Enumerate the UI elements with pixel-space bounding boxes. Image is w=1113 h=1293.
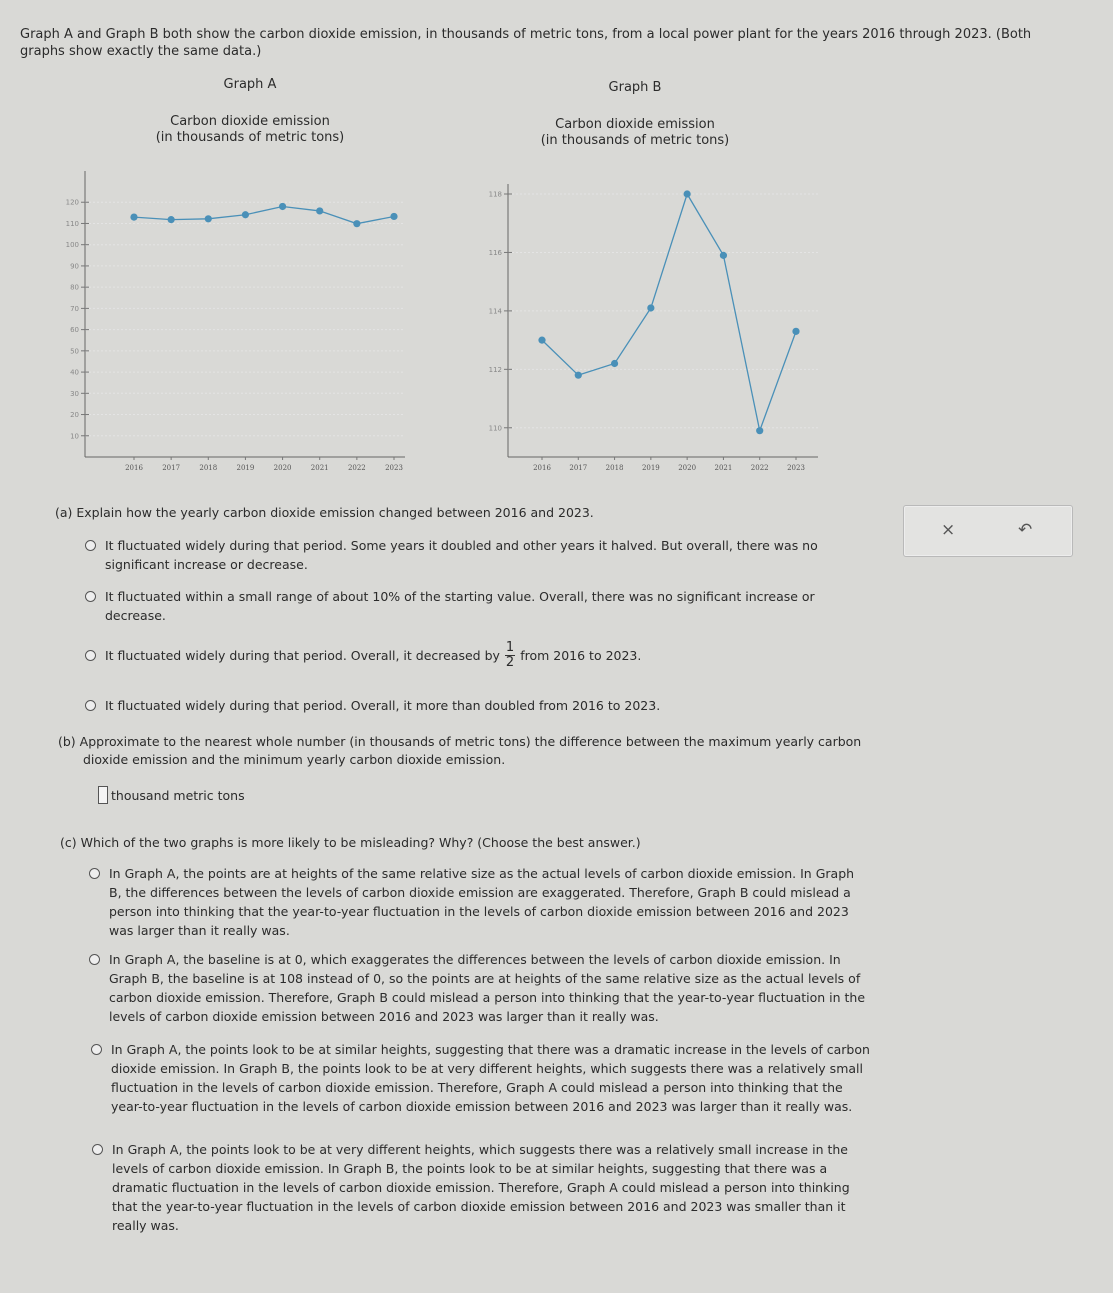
option-text: It fluctuated widely during that period. Overall, it more than doubled from 2016 to 2023. (105, 698, 661, 713)
data-point (279, 203, 286, 210)
x-tick-label: 2018 (199, 464, 218, 472)
y-tick-label: 30 (70, 389, 79, 398)
option-text: In Graph A, the baseline is at 0, which exaggerates the differences between the levels of carbon dioxide emission. In Graph B, the baseline is at 108 instead of 0, so the points are at heights of the same relative size as the actual levels of carbon dioxide emission. Therefore, Graph B could mislead a person into thinking that the year-to-year fluctuation in the levels of carbon dioxide emission between 2016 and 2023 was larger than it really was. (109, 952, 866, 1024)
data-point (205, 215, 212, 222)
series-line (542, 194, 796, 431)
y-tick-label: 60 (70, 326, 79, 335)
undo-icon[interactable]: ↶ (1018, 520, 1033, 540)
radio-button[interactable] (85, 591, 96, 602)
y-tick-label: 10 (70, 432, 79, 441)
x-tick-label: 2023 (385, 464, 403, 472)
x-tick-label: 2021 (714, 464, 733, 472)
y-tick-label: 114 (488, 307, 502, 316)
part-b-question: (b) Approximate to the nearest whole number (in thousands of metric tons) the difference between the maximum yearly carbon dioxide emission and the minimum yearly carbon dioxide emission. (58, 734, 862, 767)
data-point (353, 220, 360, 227)
part-a-option-3[interactable] (85, 641, 865, 670)
x-tick-label: 2019 (236, 464, 255, 472)
intro-text: Graph A and Graph B both show the carbon dioxide emission, in thousands of metric tons, from a local power plant for the years 2016 through 2023. (Both graphs show exactly the same data.) (20, 27, 1032, 59)
data-point (130, 213, 137, 220)
radio-button[interactable] (85, 700, 96, 711)
part-c-option-2[interactable] (89, 950, 874, 1026)
x-tick-label: 2019 (641, 464, 660, 472)
part-c-option-1[interactable] (89, 864, 864, 940)
data-point (575, 372, 582, 379)
option-text: It fluctuated widely during that period. Overall, it decreased by (105, 648, 500, 663)
graph-b-title (505, 117, 765, 149)
fraction (505, 641, 515, 670)
y-tick-label: 100 (65, 241, 79, 250)
radio-button[interactable] (89, 868, 100, 879)
data-point (756, 427, 763, 434)
data-point (538, 337, 545, 344)
graph-b-title-line1: Carbon dioxide emission (555, 117, 715, 132)
data-point (168, 216, 175, 223)
graph-a-title-line1: Carbon dioxide emission (170, 114, 330, 129)
x-tick-label: 2016 (125, 464, 143, 472)
clear-icon[interactable]: × (941, 520, 956, 540)
option-text: It fluctuated within a small range of about 10% of the starting value. Overall, there was no significant increase or decrease. (105, 589, 815, 623)
graph-a-title (120, 114, 380, 146)
x-tick-label: 2016 (533, 464, 551, 472)
x-tick-label: 2020 (273, 464, 292, 472)
x-tick-label: 2022 (347, 464, 366, 472)
data-point (647, 304, 654, 311)
x-tick-label: 2022 (750, 464, 769, 472)
graph-a-chart (65, 160, 420, 480)
data-point (242, 211, 249, 218)
part-c-question: (c) Which of the two graphs is more likely to be misleading? Why? (Choose the best answer.) (60, 835, 641, 850)
data-point (684, 190, 691, 197)
option-text: In Graph A, the points look to be at very different heights, which suggests there was a relatively small increase in the levels of carbon dioxide emission. In Graph B, the points look to be at similar heights, suggesting that there was a dramatic fluctuation in the levels of carbon dioxide emission. Therefore, Graph A could mislead a person into thinking that the year-to-year fluctuation in the levels of carbon dioxide emission between 2016 and 2023 was smaller than it really was. (112, 1142, 850, 1233)
option-text: In Graph A, the points are at heights of the same relative size as the actual levels of carbon dioxide emission. In Graph B, the differences between the levels of carbon dioxide emission are exaggerated. Therefore, Graph B could mislead a person into thinking that the year-to-year fluctuation in the levels of carbon dioxide emission between 2016 and 2023 was larger than it really was. (109, 866, 855, 938)
data-point (611, 360, 618, 367)
y-tick-label: 50 (70, 347, 79, 356)
radio-button[interactable] (85, 540, 96, 551)
radio-button[interactable] (92, 1144, 103, 1155)
x-tick-label: 2023 (787, 464, 805, 472)
y-tick-label: 40 (70, 368, 79, 377)
graph-b-label: Graph B (608, 80, 662, 95)
part-a-option-4[interactable] (85, 696, 865, 715)
data-point (316, 207, 323, 214)
radio-button[interactable] (85, 650, 96, 661)
part-a-option-1[interactable] (85, 536, 865, 574)
part-a-option-2[interactable] (85, 587, 865, 625)
y-tick-label: 80 (70, 283, 79, 292)
answer-controls (903, 505, 1073, 557)
graph-a-title-line2: (in thousands of metric tons) (155, 130, 345, 145)
y-tick-label: 120 (65, 198, 79, 207)
radio-button[interactable] (89, 954, 100, 965)
y-tick-label: 20 (70, 411, 79, 420)
option-text: In Graph A, the points look to be at similar heights, suggesting that there was a dramatic increase in the levels of carbon dioxide emission. In Graph B, the points look to be at very different heights, which suggests there was a relatively small fluctuation in the levels of carbon dioxide emission. Therefore, Graph A could mislead a person into thinking that the year-to-year fluctuation in the levels of carbon dioxide emission between 2016 and 2023 was larger than it really was. (111, 1042, 870, 1114)
y-tick-label: 116 (488, 248, 502, 257)
part-c-option-3[interactable] (91, 1040, 871, 1116)
option-text: It fluctuated widely during that period. Some years it doubled and other years it halved. But overall, there was no significant increase or decrease. (105, 538, 818, 572)
graph-a-label: Graph A (223, 77, 277, 92)
y-tick-label: 112 (488, 365, 502, 374)
x-tick-label: 2021 (310, 464, 329, 472)
x-tick-label: 2018 (605, 464, 624, 472)
x-tick-label: 2017 (569, 464, 588, 472)
option-text-suffix: from 2016 to 2023. (520, 648, 642, 663)
radio-button[interactable] (91, 1044, 102, 1055)
data-point (390, 213, 397, 220)
y-tick-label: 70 (70, 304, 79, 313)
fraction-numerator: 1 (505, 640, 515, 655)
part-b-answer-row (98, 786, 245, 804)
y-tick-label: 118 (488, 190, 502, 199)
part-a-question: (a) Explain how the yearly carbon dioxide emission changed between 2016 and 2023. (55, 505, 594, 520)
answer-input[interactable] (98, 786, 108, 804)
y-tick-label: 90 (70, 262, 79, 271)
x-tick-label: 2017 (162, 464, 181, 472)
graph-b-chart (478, 160, 828, 480)
y-tick-label: 110 (488, 424, 502, 433)
data-point (792, 328, 799, 335)
part-c-option-4[interactable] (92, 1140, 872, 1235)
answer-unit: thousand metric tons (111, 787, 245, 803)
y-tick-label: 110 (65, 219, 79, 228)
data-point (720, 252, 727, 259)
x-tick-label: 2020 (678, 464, 697, 472)
graph-b-title-line2: (in thousands of metric tons) (540, 133, 730, 148)
fraction-denominator: 2 (505, 655, 515, 670)
